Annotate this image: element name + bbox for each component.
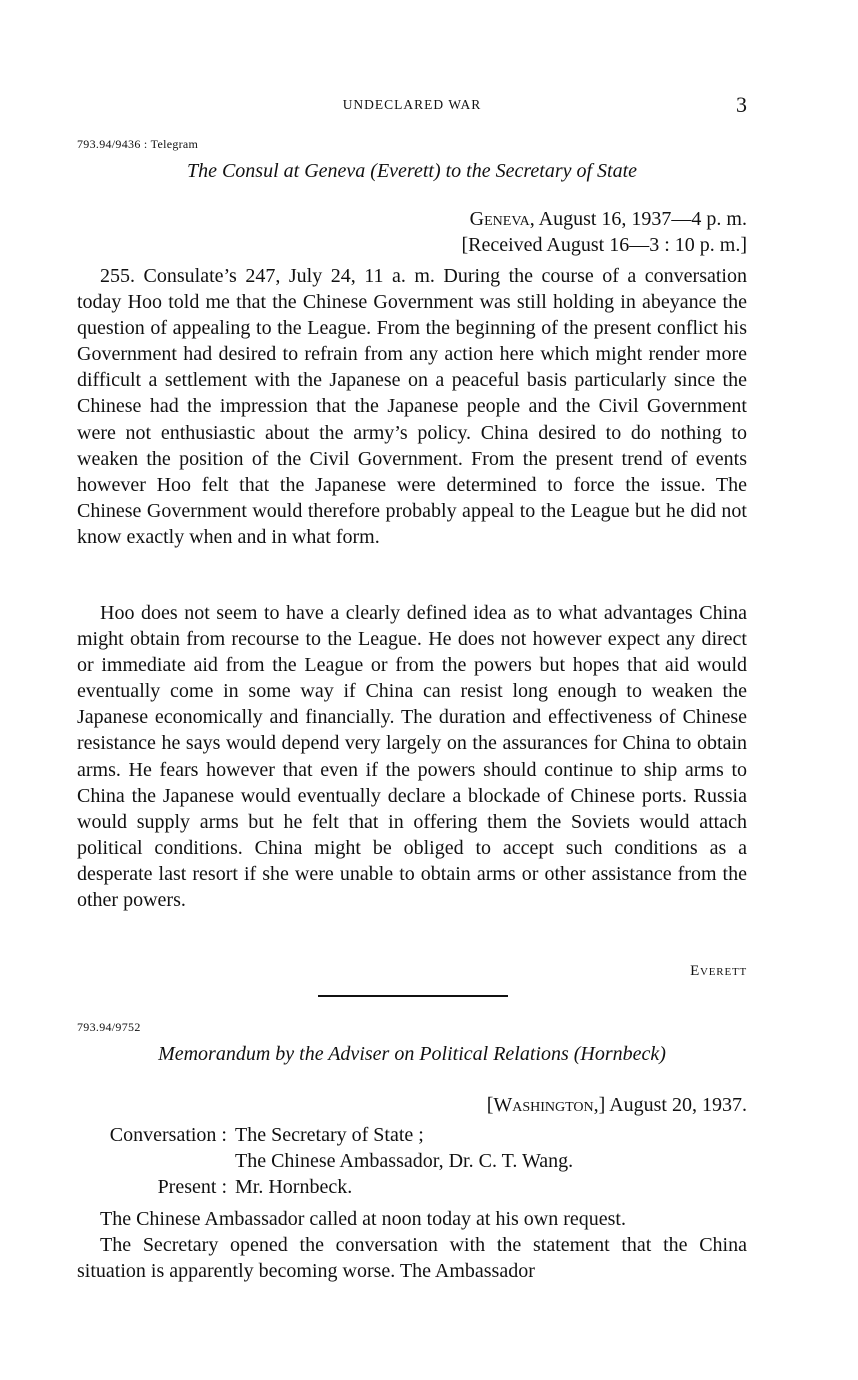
dateline [487, 1092, 747, 1118]
conversation-row [77, 1122, 747, 1148]
document-heading: The Consul at Geneva (Everett) to the Secretary of State [186, 160, 638, 182]
conversation-participants [77, 1122, 747, 1200]
dateline-date: August 20, 1937. [605, 1094, 747, 1116]
dateline-place: [Washington,] [486, 1094, 606, 1116]
signature: Everett [690, 963, 747, 979]
conversation-value: The Secretary of State ; [235, 1124, 424, 1146]
conversation-label: Conversation : [109, 1124, 227, 1146]
paragraph: The Chinese Ambassador called at noon today at his own request. [100, 1208, 626, 1230]
file-number: 793.94/9436 : Telegram [77, 137, 199, 151]
conversation-value: The Chinese Ambassador, Dr. C. T. Wang. [235, 1150, 574, 1172]
running-head [77, 94, 747, 118]
file-number: 793.94/9752 [77, 1020, 141, 1034]
present-value: Mr. Hornbeck. [235, 1176, 353, 1198]
running-title: UNDECLARED WAR [342, 97, 482, 112]
dateline-date: August 16, 1937—4 p. m. [534, 208, 747, 230]
present-row [77, 1174, 747, 1200]
conversation-row [77, 1148, 747, 1174]
present-label: Present : [157, 1176, 227, 1198]
page-number: 3 [736, 92, 747, 117]
paragraph: The Secretary opened the conversation with the statement that the China situation is apparently becoming worse. The Ambassador [77, 1234, 747, 1283]
dateline [461, 206, 747, 258]
paragraph: 255. Consulate’s 247, July 24, 11 a. m. During the course of a conversation today Hoo told me that the Chinese Government was still holding in abeyance the question of appealing to the League. From the beginning of the present conflict his Government had desired to refrain from any action here which might render more difficult a settlement with the Japanese on a peaceful basis particularly since the Chinese had the impression that the Japanese people and the Civil Government were not enthusiastic about the army’s policy. China desired to do nothing to weaken the position of the Civil Government. From the present trend of events however Hoo felt that the Japanese were determined to force the issue. The Chinese Government would therefore probably appeal to the League but he did not know exactly when and in what form. [77, 265, 747, 548]
section-divider [318, 995, 508, 997]
received-line: [Received August 16—3 : 10 p. m.] [461, 234, 747, 256]
dateline-place: Geneva, [469, 208, 535, 230]
document-heading: Memorandum by the Adviser on Political Relations (Hornbeck) [158, 1043, 666, 1065]
paragraph: Hoo does not seem to have a clearly defined idea as to what advantages China might obtain from recourse to the League. He does not however expect any direct or immediate aid from the League or from the powers but hopes that aid would eventually come in some way if China can resist long enough to weaken the Japanese economically and financially. The duration and effectiveness of Chinese resistance he says would depend very largely on the assurances for China to obtain arms. He fears however that even if the powers should continue to ship arms to China the Japanese would eventually declare a blockade of Chinese ports. Russia would supply arms but he felt that in offering them the Soviets would attach political conditions. China might be obliged to accept such conditions as a desperate last resort if she were unable to obtain arms or other assistance from the other powers. [77, 602, 747, 912]
